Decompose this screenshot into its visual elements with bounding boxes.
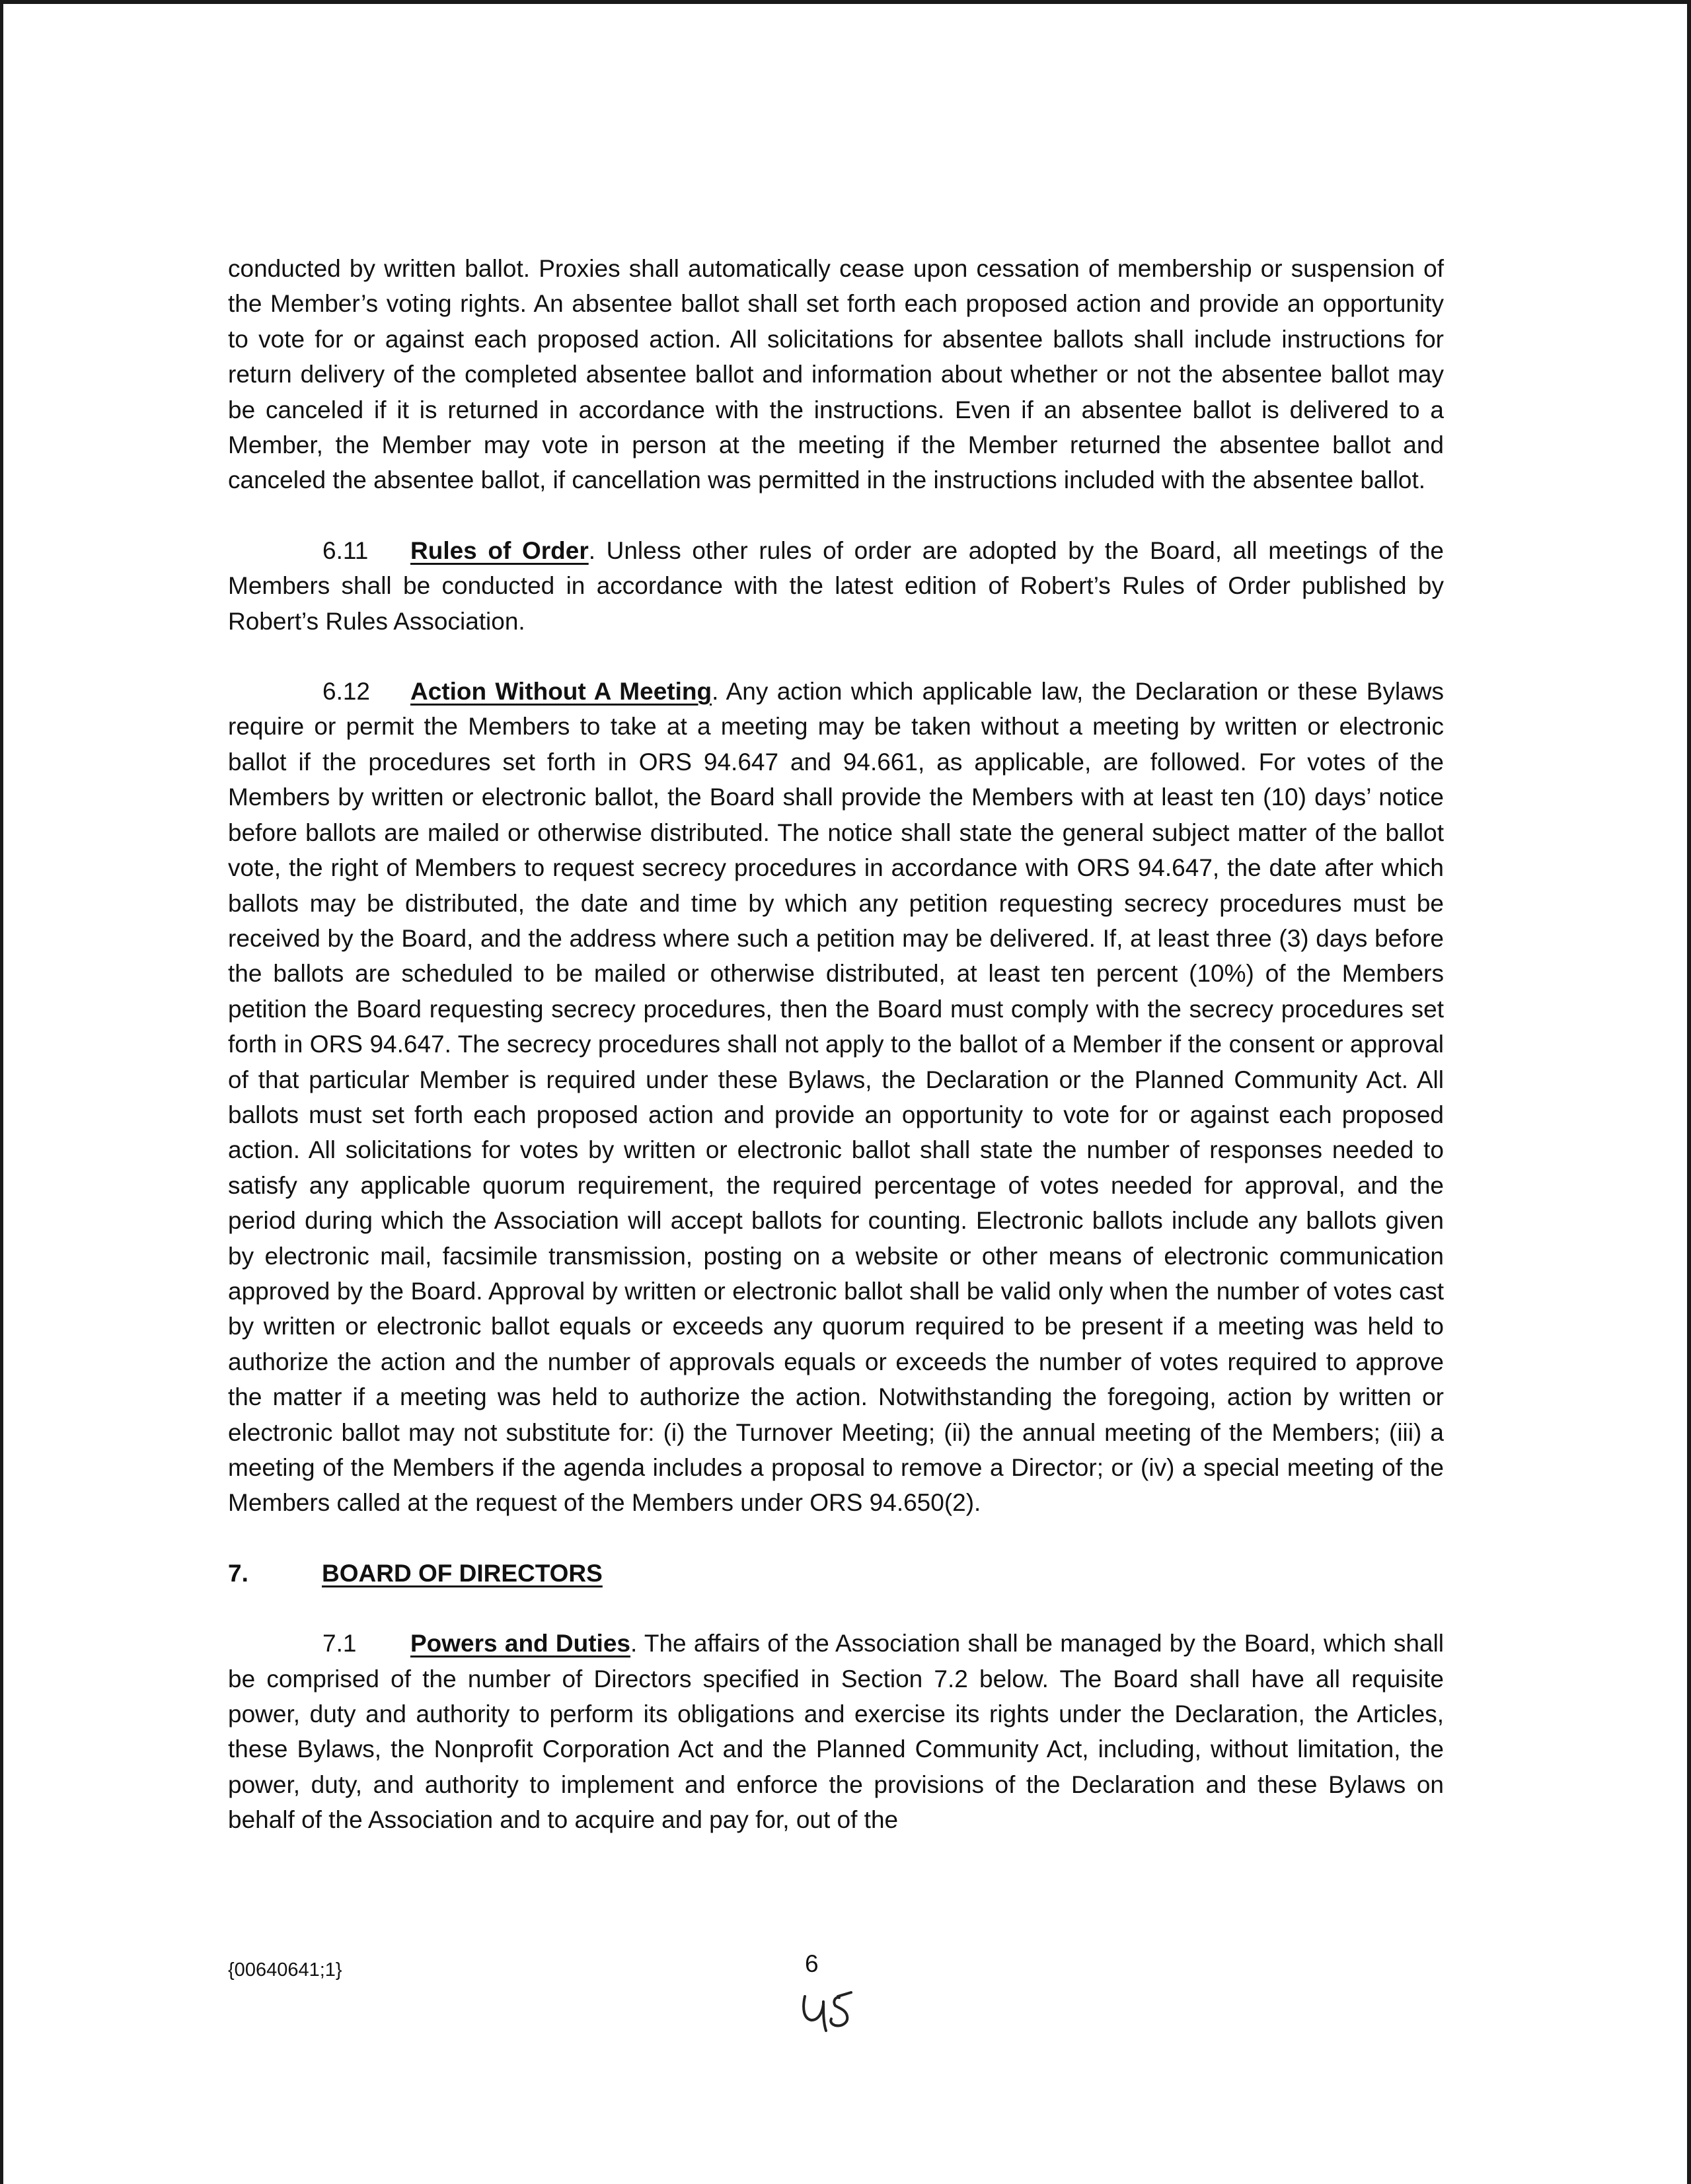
scan-border-top	[0, 0, 1691, 4]
section-title: Powers and Duties	[410, 1630, 630, 1657]
article-heading-7	[228, 1556, 1444, 1591]
section-body: . Any action which applicable law, the Declaration or these Bylaws require or permit the Members to take at a meeting may be taken without a meeting by written or electronic ballot if the procedures set forth in ORS 94.647 and 94.661, as applicable, are followed. For votes of the Members by written or electronic ballot, the Board shall provide the Members with at least ten (10) days’ notice before ballots are mailed or otherwise distributed. The notice shall state the general subject matter of the ballot vote, the right of Members to request secrecy procedures in accordance with ORS 94.647, the date after which ballots may be distributed, the date and time by which any petition requesting secrecy procedures must be received by the Board, and the address where such a petition may be delivered. If, at least three (3) days before the ballots are scheduled to be mailed or otherwise distributed, at least ten percent (10%) of the Members petition the Board requesting secrecy procedures, then the Board must comply with the secrecy procedures set forth in ORS 94.647. The secrecy procedures shall not apply to the ballot of a Member if the consent or approval of that particular Member is required under these Bylaws, the Declaration or the Planned Community Act. All ballots must set forth each proposed action and provide an opportunity to vote for or against each proposed action. All solicitations for votes by written or electronic ballot shall state the number of responses needed to satisfy any applicable quorum requirement, the required percentage of votes needed for approval, and the period during which the Association will accept ballots for counting. Electronic ballots include any ballots given by electronic mail, facsimile transmission, posting on a website or other means of electronic communication approved by the Board. Approval by written or electronic ballot shall be valid only when the number of votes cast by written or electronic ballot equals or exceeds any quorum required to be present if a meeting was held to authorize the action and the number of approvals equals or exceeds the number of votes required to approve the matter if a meeting was held to authorize the action. Notwithstanding the foregoing, action by written or electronic ballot may not substitute for: (i) the Turnover Meeting; (ii) the annual meeting of the Members; (iii) a meeting of the Members if the agenda includes a proposal to remove a Director; or (iv) a special meeting of the Members called at the request of the Members under ORS 94.650(2).	[228, 678, 1444, 1517]
section-number: 6.11	[322, 536, 369, 564]
article-title: BOARD OF DIRECTORS	[322, 1559, 603, 1587]
section-6-12	[228, 674, 1444, 1521]
handwritten-page-annotation	[793, 1982, 872, 2035]
footer-document-id: {00640641;1}	[228, 1959, 342, 1981]
paragraph-continuation: conducted by written ballot. Proxies shall automatically cease upon cessation of membership or suspension of the Member’s voting rights. An absentee ballot shall set forth each proposed action and provide an opportunity to vote for or against each proposed action. All solicitations for absentee ballots shall include instructions for return delivery of the completed absentee ballot and information about whether or not the absentee ballot may be canceled if it is returned in accordance with the instructions. Even if an absentee ballot is delivered to a Member, the Member may vote in person at the meeting if the Member returned the absentee ballot and canceled the absentee ballot, if cancellation was permitted in the instructions included with the absentee ballot.	[228, 255, 1444, 494]
scan-border-left	[0, 0, 3, 2184]
page-number: 6	[805, 1950, 819, 1977]
section-number: 6.12	[322, 678, 371, 706]
article-number: 7.	[228, 1559, 248, 1587]
section-body: . Unless other rules of order are adopted by the Board, all meetings of the Members shall be conducted in accordance with the latest edition of Robert’s Rules of Order published by Robert’s Rules Association.	[228, 536, 1444, 635]
section-number: 7.1	[322, 1630, 357, 1657]
scan-border-right	[1687, 0, 1691, 2184]
section-title: Action Without A Meeting	[410, 678, 712, 706]
section-7-1	[228, 1626, 1444, 1837]
section-6-11	[228, 533, 1444, 639]
section-body: . The affairs of the Association shall be managed by the Board, which shall be comprised of the number of Directors specified in Section 7.2 below. The Board shall have all requisite power, duty and authority to perform its obligations and exercise its rights under the Declaration, the Articles, these Bylaws, the Nonprofit Corporation Act and the Planned Community Act, including, without limitation, the power, duty, and authority to implement and enforce the provisions of the Declaration and these Bylaws on behalf of the Association and to acquire and pay for, out of the	[228, 1630, 1445, 1834]
page-body	[228, 251, 1444, 1838]
section-title: Rules of Order	[410, 536, 589, 564]
